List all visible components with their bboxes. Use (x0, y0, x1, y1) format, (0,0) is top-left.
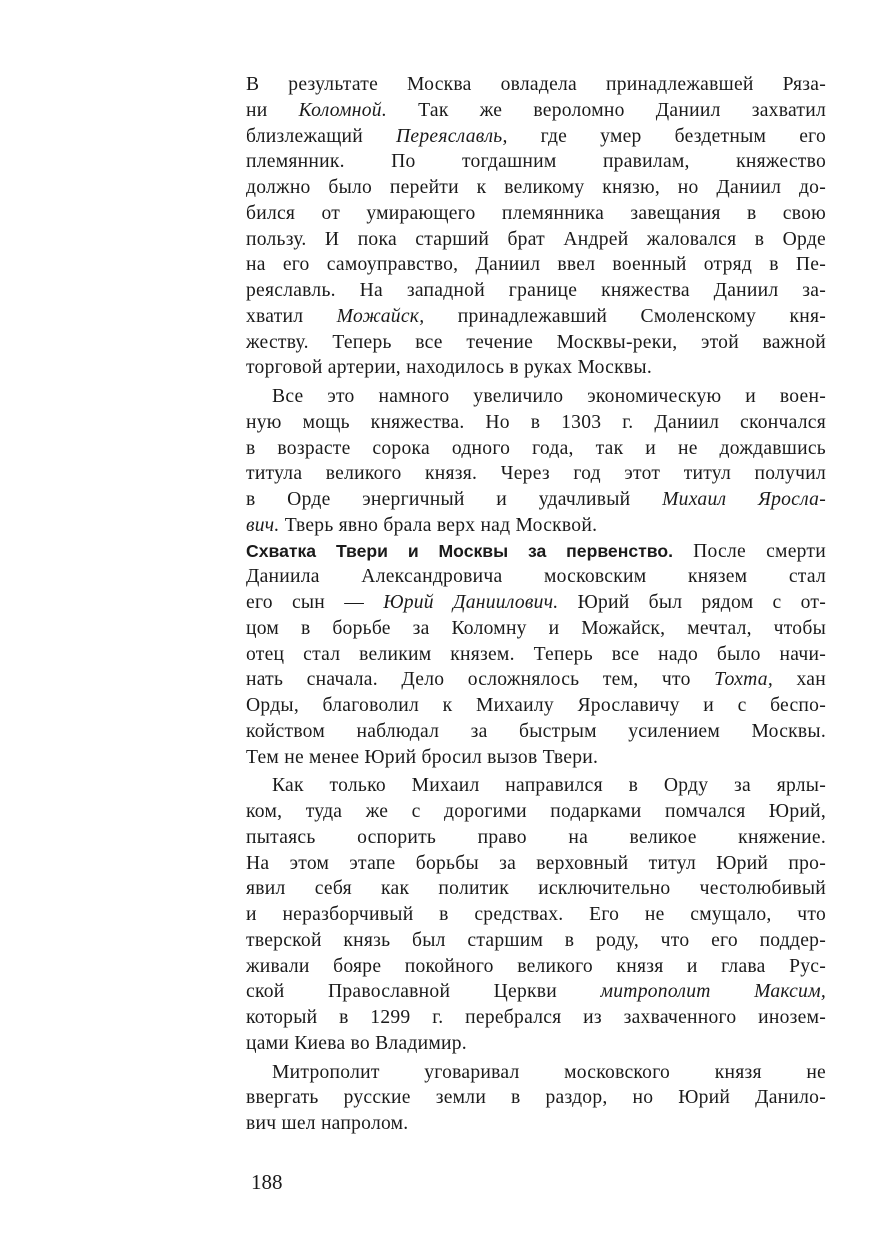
text-line (246, 590, 826, 616)
text-run: близлежащий (246, 125, 397, 147)
text-line (246, 513, 826, 539)
text-run: бился от умирающего племянника завещания в свою (246, 202, 826, 224)
text-line (246, 616, 826, 642)
text-run: отец стал великим князем. Теперь все надо было начи- (246, 643, 826, 665)
text-run: Даниила Александровича московским князем стал (246, 566, 826, 588)
italic-term: Можайск, (336, 305, 425, 327)
text-line (246, 693, 826, 719)
text-run: хватил (246, 305, 337, 327)
text-run: тверской князь был старшим в роду, что его поддер- (246, 929, 826, 951)
text-run: нать сначала. Дело осложнялось тем, что (246, 669, 715, 691)
text-run: живали бояре покойного великого князя и глава Рус- (246, 955, 826, 977)
text-line (246, 539, 826, 565)
text-line (246, 851, 826, 877)
text-line (246, 745, 826, 771)
text-line (246, 355, 826, 381)
italic-term: Переяславль, (396, 125, 508, 147)
italic-term: Михаил Яросла- (662, 489, 826, 510)
text-line (246, 410, 826, 436)
text-line (246, 98, 826, 124)
text-line (246, 330, 826, 356)
text-line (246, 175, 826, 201)
paragraph (246, 72, 826, 381)
page-number: 188 (251, 1170, 283, 1194)
text-run: Как только Михаил направился в Орду за ярлы- (272, 775, 826, 797)
text-line (246, 954, 826, 980)
text-run: и неразборчивый в средствах. Его не смущало, что (246, 904, 826, 925)
italic-term: Юрий Даниилович. (383, 592, 559, 613)
text-line (246, 902, 826, 928)
text-run: титула великого князя. Через год этот титул получил (246, 463, 826, 485)
text-run: принадлежавший Смоленскому кня- (424, 305, 826, 327)
text-run: должно было перейти к великому князю, но Даниил до- (246, 177, 826, 198)
text-line (246, 124, 826, 150)
italic-term: Коломной. (298, 99, 387, 121)
italic-term: Тохта, (714, 669, 773, 691)
text-run: вич шел напролом. (246, 1113, 409, 1134)
text-line (246, 1111, 826, 1137)
text-run: пытаясь оспорить право на великое княжение. (246, 826, 826, 848)
text-line (246, 876, 826, 902)
text-run: племянник. По тогдашним правилам, княжество (246, 151, 826, 173)
text-run: ком, туда же с дорогими подарками помчался Юрий, (246, 801, 826, 822)
paragraph (246, 539, 826, 771)
text-line (246, 1060, 826, 1086)
text-run: Все это намного увеличило экономическую и воен- (272, 386, 826, 407)
text-line (246, 304, 826, 330)
text-line (246, 149, 826, 175)
text-line (246, 201, 826, 227)
text-run: Юрий был рядом с от- (558, 592, 826, 613)
text-run: в Орде энергичный и удачливый (246, 489, 663, 510)
text-run: цами Киева во Владимир. (246, 1032, 467, 1054)
text-run: его сын — (246, 592, 384, 613)
text-line (246, 773, 826, 799)
body-text (246, 72, 826, 1137)
text-line (246, 564, 826, 590)
text-line (246, 72, 826, 98)
text-line (246, 278, 826, 304)
text-run: жеству. Теперь все течение Москвы-реки, этой важной (246, 331, 826, 353)
text-run: ни (246, 99, 299, 121)
text-run: явил себя как политик исключительно честолюбивый (246, 878, 826, 900)
text-run: Орды, благоволил к Михаилу Ярославичу и с беспо- (246, 695, 826, 716)
section-heading: Схватка Твери и Москвы за первенство. (246, 540, 673, 561)
text-line (246, 1031, 826, 1057)
text-run: койством наблюдал за быстрым усилением Москвы. (246, 720, 826, 742)
italic-term: митрополит Максим, (600, 981, 826, 1003)
text-run: который в 1299 г. перебрался из захваченного инозем- (246, 1007, 826, 1028)
text-run: На этом этапе борьбы за верховный титул Юрий про- (246, 852, 826, 874)
text-run: В результате Москва овладела принадлежавшей Ряза- (246, 74, 826, 95)
text-line (246, 928, 826, 954)
text-run: Митрополит уговаривал московского князя не (272, 1061, 826, 1083)
text-run: Тем не менее Юрий бросил вызов Твери. (246, 746, 599, 768)
italic-term: вич. (246, 514, 280, 536)
text-line (246, 979, 826, 1005)
text-line (246, 799, 826, 825)
text-run: Тверь явно брала верх над Москвой. (279, 514, 598, 536)
text-run: Так же вероломно Даниил захватил (387, 99, 826, 121)
text-line (246, 719, 826, 745)
text-line (246, 642, 826, 668)
paragraph (246, 773, 826, 1056)
text-line (246, 384, 826, 410)
paragraph (246, 384, 826, 539)
text-line (246, 436, 826, 462)
text-line (246, 461, 826, 487)
text-run: на его самоуправство, Даниил ввел военный отряд в Пе- (246, 254, 826, 276)
text-run: После смерти (672, 540, 826, 562)
text-line (246, 252, 826, 278)
text-run: пользу. И пока старший брат Андрей жаловался в Орде (246, 228, 826, 250)
text-run: где умер бездетным его (507, 125, 826, 147)
text-line (246, 487, 826, 513)
text-run: цом в борьбе за Коломну и Можайск, мечтал, чтобы (246, 617, 826, 639)
text-run: в возрасте сорока одного года, так и не дождавшись (246, 437, 826, 459)
paragraph (246, 1060, 826, 1137)
text-run: реяславль. На западной границе княжества Даниил за- (246, 280, 826, 301)
text-run: ную мощь княжества. Но в 1303 г. Даниил скончался (246, 411, 826, 433)
text-line (246, 227, 826, 253)
text-run: торговой артерии, находилось в руках Москвы. (246, 357, 652, 379)
text-line (246, 1005, 826, 1031)
text-run: ской Православной Церкви (246, 981, 601, 1003)
text-line (246, 825, 826, 851)
text-line (246, 667, 826, 693)
text-line (246, 1085, 826, 1111)
text-run: хан (773, 669, 826, 691)
text-run: ввергать русские земли в раздор, но Юрий Данило- (246, 1087, 826, 1109)
